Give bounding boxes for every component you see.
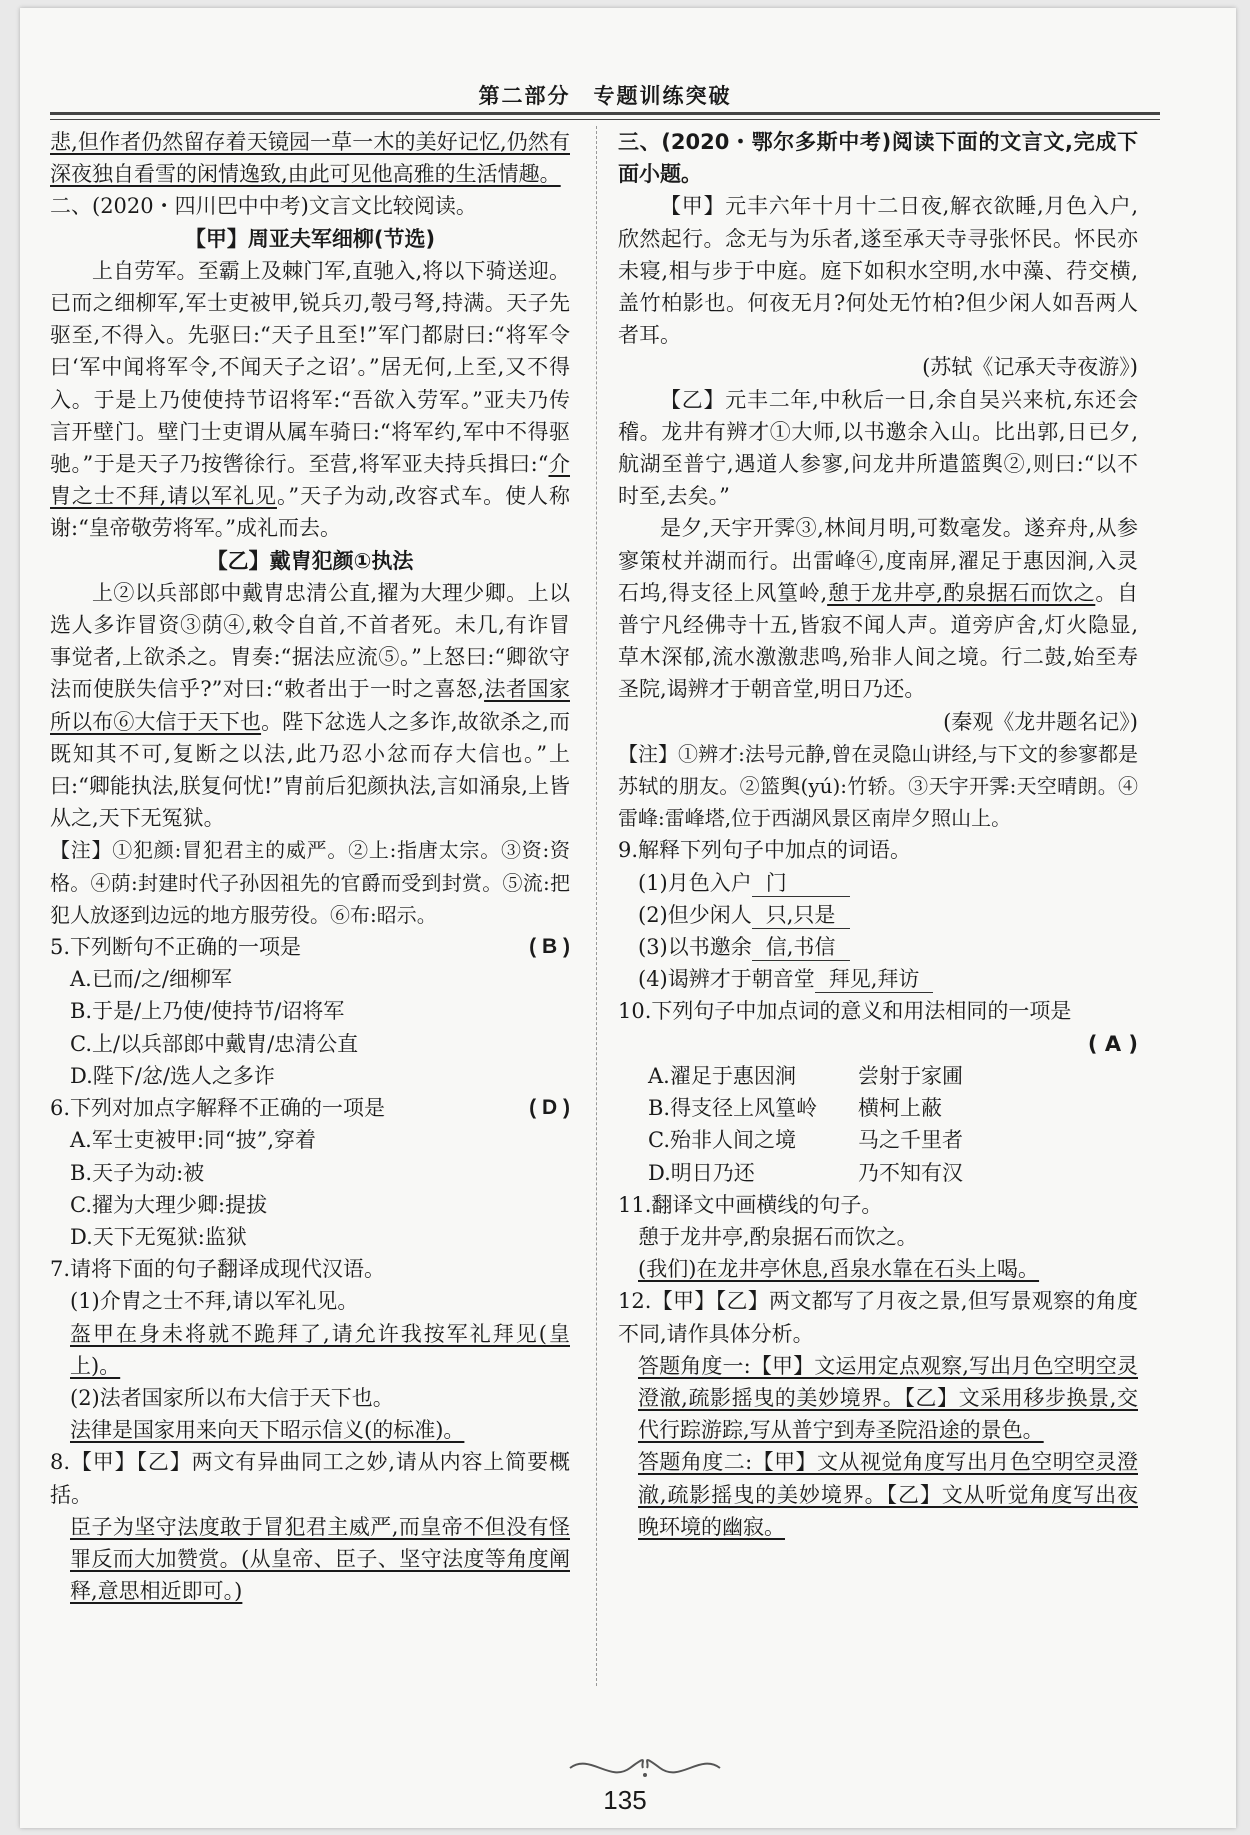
q11-answer: (我们)在龙井亭休息,舀泉水靠在石头上喝。	[638, 1257, 1040, 1282]
q9-item: (4)谒辨才于朝音堂 拜见,拜访	[618, 963, 1138, 995]
question-8: 8.【甲】【乙】两文有异曲同工之妙,请从内容上简要概括。	[50, 1450, 570, 1507]
q10-option: D.明日乃还 乃不知有汉	[648, 1160, 963, 1185]
q6-option: C.擢为大理少卿:提拔	[70, 1192, 268, 1217]
page-number: 135	[603, 1785, 647, 1815]
answer-6: ( D )	[529, 1096, 570, 1120]
answer-5: ( B )	[529, 935, 570, 959]
q9-answer: 拜见,拜访	[815, 966, 934, 993]
section-3-heading: 三、(2020・鄂尔多斯中考)阅读下面的文言文,完成下面小题。	[618, 130, 1138, 187]
passage-jia-title: 【甲】周亚夫军细柳(节选)	[184, 226, 436, 251]
q6-option: B.天子为动:被	[70, 1160, 205, 1185]
q12-answer-1: 答题角度一:【甲】文运用定点观察,写出月色空明空灵澄澈,疏影摇曳的美妙境界。【乙】文采用移步换景,交代行踪游踪,写从普宁到寿圣院沿途的景色。	[638, 1353, 1138, 1443]
continued-answer: 悲,但作者仍然留存着天镜园一草一木的美好记忆,仍然有深夜独自看雪的闲情逸致,由此可见他高雅的生活情趣。	[50, 130, 570, 187]
left-column	[50, 126, 570, 1607]
question-6: 6.下列对加点字解释不正确的一项是 ( D )	[50, 1092, 570, 1124]
question-12: 12.【甲】【乙】两文都写了月夜之景,但写景观察的角度不同,请作具体分析。	[618, 1289, 1138, 1346]
passage-jia-text-2: 【甲】元丰六年十月十二日夜,解衣欲睡,月色入户,欣然起行。念无与为乐者,遂至承天寺寻张怀民。怀民亦未寝,相与步于中庭。庭下如积水空明,水中藻、荇交横,盖竹柏影也。何夜无月?何处无竹柏?但少闲人如吾两人者耳。	[618, 194, 1138, 348]
q9-answer: 信,书信	[752, 934, 850, 961]
q9-item: (1)月色入户 门	[618, 867, 1138, 899]
question-10: 10.下列句子中加点词的意义和用法相同的一项是	[618, 999, 1072, 1024]
passage-jia-source: (苏轼《记承天寺夜游》)	[922, 355, 1138, 380]
q11-sentence: 憩于龙井亭,酌泉据石而饮之。	[638, 1224, 918, 1249]
q12-answer-2: 答题角度二:【甲】文从视觉角度写出月色空明空灵澄澈,疏影摇曳的美妙境界。【乙】文从听觉角度写出夜晚环境的幽寂。	[638, 1450, 1138, 1539]
answer-10: ( A )	[1087, 1031, 1138, 1056]
q9-item: (2)但少闲人 只,只是	[618, 899, 1138, 931]
q5-option: C.上/以兵部郎中戴胄/忠清公直	[70, 1031, 359, 1056]
notes-2: 【注】①辨才:法号元静,曾在灵隐山讲经,与下文的参寥都是苏轼的朋友。②篮舆(yú):竹轿。③天宇开霁:天空晴朗。④雷峰:雷峰塔,位于西湖风景区南岸夕照山上。	[618, 741, 1138, 831]
q5-option: D.陛下/忿/选人之多诈	[70, 1063, 275, 1088]
q9-item: (3)以书邀余 信,书信	[618, 931, 1138, 963]
right-column	[618, 126, 1138, 1543]
q6-option: A.军士吏被甲:同“披”,穿着	[70, 1128, 317, 1153]
page-header: 第二部分 专题训练突破	[478, 84, 732, 108]
question-7: 7.请将下面的句子翻译成现代汉语。	[50, 1257, 386, 1282]
q6-option: D.天下无冤狱:监狱	[70, 1224, 247, 1249]
q9-answer: 门	[752, 870, 850, 897]
header-rule	[50, 112, 1160, 120]
footer-ornament	[565, 1753, 725, 1783]
q9-answer: 只,只是	[752, 902, 850, 929]
q7-sub-1: (1)介胄之士不拜,请以军礼见。	[70, 1289, 359, 1314]
column-divider	[596, 126, 597, 1686]
q10-option: C.殆非人间之境 马之千里者	[648, 1128, 963, 1153]
passage-yi-title: 【乙】戴胄犯颜①执法	[206, 548, 414, 573]
q10-option: B.得支径上风篁岭 横柯上蔽	[648, 1096, 942, 1121]
passage-yi-text-2b: 是夕,天宇开霁③,林间月明,可数毫发。遂弃舟,从参寥策杖并湖而行。出雷峰④,度南屏,濯足于惠因涧,入灵石坞,得支径上风篁岭,憩于龙井亭,酌泉据石而饮之。自普宁凡经佛寺十五,皆寂不闻人声。道旁庐舍,灯火隐显,草木深郁,流水激激悲鸣,殆非人间之境。行二鼓,始至寿圣院,谒辨才于朝音堂,明日乃还。	[618, 516, 1138, 702]
q8-answer: 臣子为坚守法度敢于冒犯君主威严,而皇帝不但没有怪罪反而大加赞赏。(从皇帝、臣子、坚守法度等角度阐释,意思相近即可。)	[70, 1514, 570, 1604]
passage-jia-text: 上自劳军。至霸上及棘门军,直驰入,将以下骑送迎。已而之细柳军,军士吏被甲,锐兵刃,彀弓弩,持满。天子先驱至,不得入。先驱曰:“天子且至!”军门都尉曰:“将军令曰‘军中闻将军令,不闻天子之诏’。”居无何,上至,又不得入。于是上乃使使持节诏将军:“吾欲入劳军。”亚夫乃传言开壁门。壁门士吏谓从属车骑曰:“将军约,军中不得驱驰。”于是天子乃按辔徐行。至营,将军亚夫持兵揖曰:“介胄之士不拜,请以军礼见。”天子为动,改容式车。使人称谢:“皇帝敬劳将军。”成礼而去。	[50, 258, 570, 541]
q7-sub-2: (2)法者国家所以布大信于天下也。	[70, 1385, 394, 1410]
q7-answer-1: 盔甲在身未将就不跪拜了,请允许我按军礼拜见(皇上)。	[70, 1321, 570, 1378]
question-11: 11.翻译文中画横线的句子。	[618, 1192, 883, 1217]
section-2-heading: 二、(2020・四川巴中中考)文言文比较阅读。	[50, 194, 477, 219]
q5-option: A.已而/之/细柳军	[70, 967, 232, 992]
question-5: 5.下列断句不正确的一项是 ( B )	[50, 931, 570, 963]
document-page	[20, 8, 1236, 1828]
passage-yi-text-2: 【乙】元丰二年,中秋后一日,余自吴兴来杭,东还会稽。龙井有辨才①大师,以书邀余入山。比出郭,日已夕,航湖至普宁,遇道人参寥,问龙井所遣篮舆②,则曰:“以不时至,去矣。”	[618, 387, 1138, 509]
q10-option: A.濯足于惠因涧 尝射于家圃	[648, 1063, 963, 1088]
q5-option: B.于是/上乃使/使持节/诏将军	[70, 999, 345, 1024]
q7-answer-2: 法律是国家用来向天下昭示信义(的标准)。	[70, 1418, 465, 1443]
question-9: 9.解释下列句子中加点的词语。	[618, 838, 912, 863]
passage-yi-text: 上②以兵部郎中戴胄忠清公直,擢为大理少卿。上以选人多诈冒资③荫④,敕令自首,不首者死。未几,有诈冒事觉者,上欲杀之。胄奏:“据法应流⑤。”上怒曰:“卿欲守法而使朕失信乎?”对曰:“敕者出于一时之喜怒,法者国家所以布⑥大信于天下也。陛下忿选人之多诈,故欲杀之,而既知其不可,复断之以法,此乃忍小忿而存大信也。”上曰:“卿能执法,朕复何忧!”胄前后犯颜执法,言如涌泉,上皆从之,天下无冤狱。	[50, 580, 570, 831]
notes: 【注】①犯颜:冒犯君主的威严。②上:指唐太宗。③资:资格。④荫:封建时代子孙因祖先的官爵而受到封赏。⑤流:把犯人放逐到边远的地方服劳役。⑥布:昭示。	[50, 838, 570, 927]
passage-yi-source: (秦观《龙井题名记》)	[943, 709, 1138, 734]
